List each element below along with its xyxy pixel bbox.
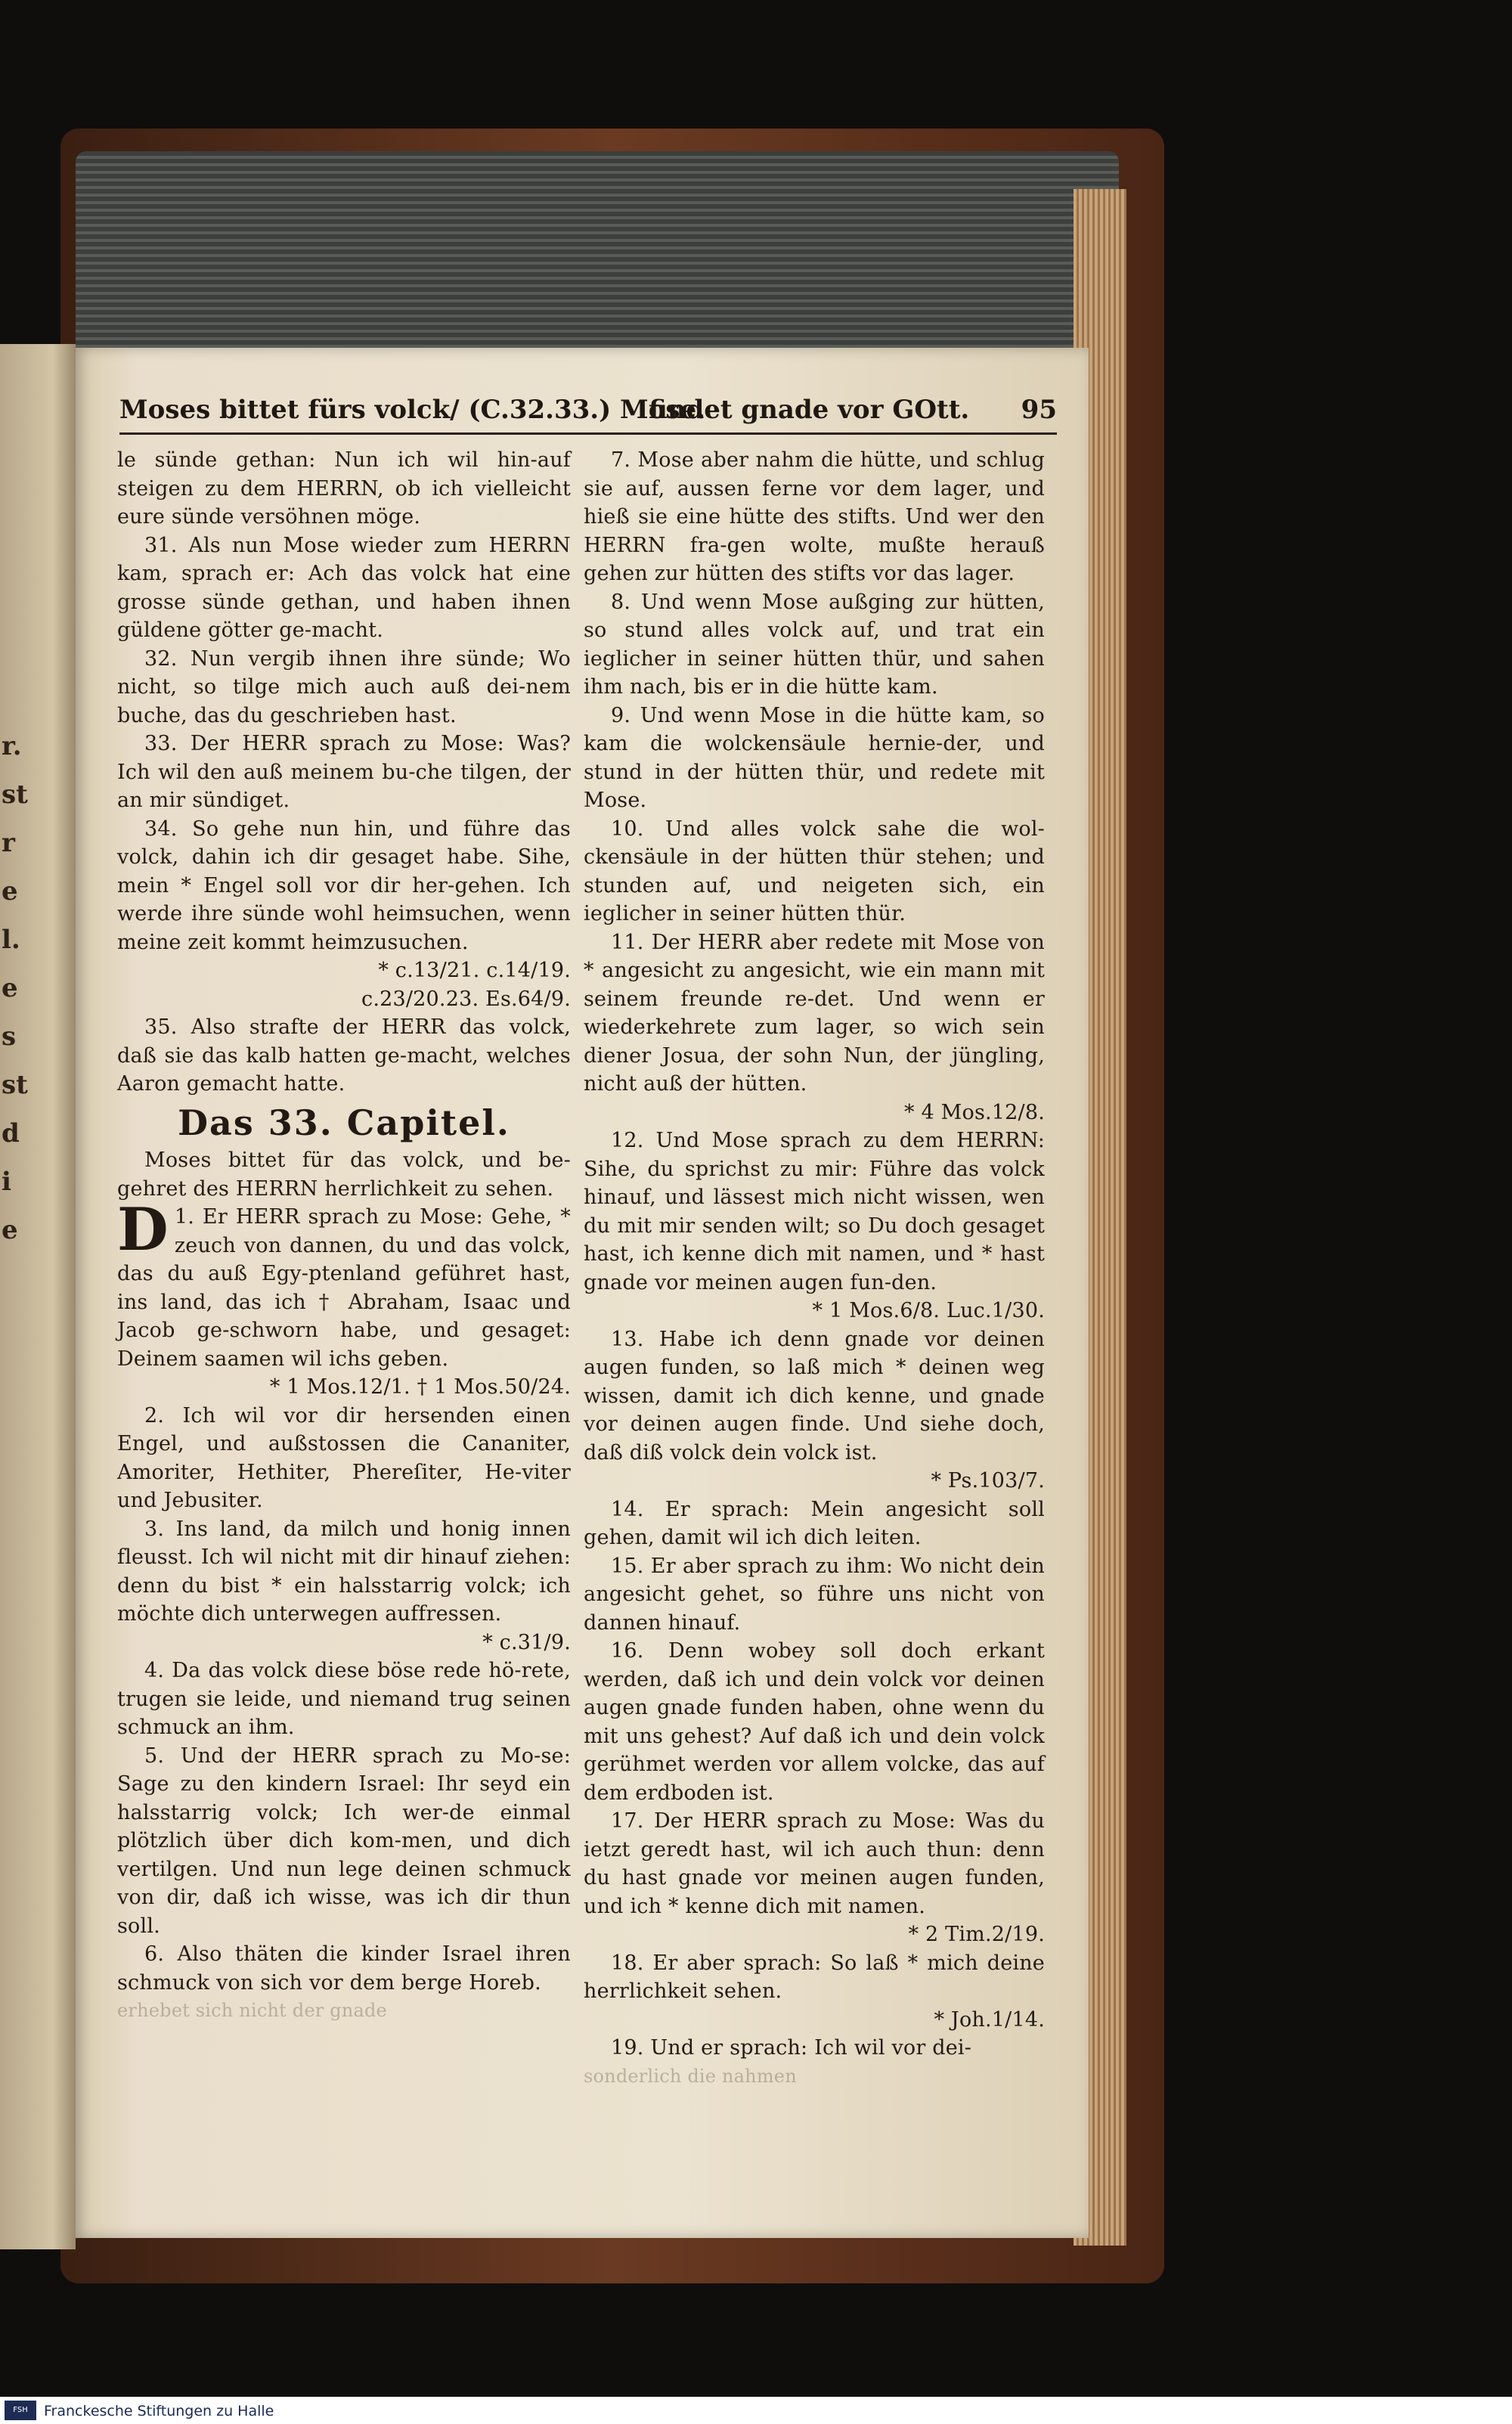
facing-page-fragment: st [2, 1070, 28, 1100]
verse-31: 31. Als nun Mose wieder zum HERRN kam, sprach er: Ach das volck hat eine grosse sünde gethan, und haben ihnen güldene götter ge-macht. [117, 533, 571, 642]
verse-6: 6. Also thäten die kinder Israel ihren schmuck von sich vor dem berge Horeb. [117, 1942, 571, 1995]
verse-19: 19. Und er sprach: Ich wil vor dei- [611, 2036, 972, 2060]
verse-11-reference: * 4 Mos.12/8. [904, 1100, 1045, 1124]
page-number: 95 [1021, 395, 1057, 425]
header-left: Moses bittet fürs volck/ (C.32.33.) Mose. [119, 395, 705, 425]
verse-1-text: 1. Er HERR sprach zu Mose: Gehe, * zeuch von dannen, du und das volck, das du auß Egy-ptenland geführet hast, ins land, das ich † Abraham, Isaac und Jacob ge-schworn habe, und gesaget: Deinem saamen wil ichs geben. [117, 1205, 571, 1371]
verse-1-reference: * 1 Mos.12/1. † 1 Mos.50/24. [269, 1375, 571, 1399]
verse-18-reference: * Joh.1/14. [934, 2007, 1045, 2032]
verse-30-cont: le sünde gethan: Nun ich wil hin-auf steigen zu dem HERRN, ob ich vielleicht eure sünde versöhnen möge. [117, 448, 571, 529]
facing-page-fragment: e [2, 973, 18, 1003]
institution-logo: FSH [5, 2401, 36, 2420]
footer-credit: Franckesche Stiftungen zu Halle [44, 2403, 274, 2419]
verse-18: 18. Er aber sprach: So laß * mich deine herrlichkeit sehen. [584, 1951, 1045, 2003]
verse-4: 4. Da das volck diese böse rede hö-rete, trugen sie leide, und niemand trug seinen schmuck an ihm. [117, 1659, 571, 1739]
facing-page-fragment: s [2, 1021, 17, 1052]
verse-10: 10. Und alles volck sahe die wol-ckensäule in der hütten thür stehen; und stunden auf, und neigeten sich, ein ieglicher in seiner hütten thür. [584, 817, 1045, 925]
verse-3-reference: * c.31/9. [482, 1630, 571, 1654]
verse-17: 17. Der HERR sprach zu Mose: Was du ietzt geredt hast, wil ich auch thun: denn du hast gnade vor meinen augen funden, und ich * kenne dich mit namen. [584, 1809, 1045, 1918]
facing-page-fragment: e [2, 1215, 18, 1245]
verse-7: 7. Mose aber nahm die hütte, und schlug sie auf, aussen ferne vor dem lager, und hieß sie eine hütte des stifts. Und wer den HERRN fra-gen wolte, mußte herauß gehen zur hütten des stifts vor das lager. [584, 448, 1045, 585]
verse-17-reference: * 2 Tim.2/19. [908, 1923, 1045, 1946]
bleed-through-text-left: erhebet sich nicht der gnade [117, 2000, 387, 2021]
verse-34-reference-2: c.23/20.23. Es.64/9. [361, 987, 571, 1011]
chapter-title: Das 33. Capitel. [178, 1102, 510, 1143]
verse-11: 11. Der HERR aber redete mit Mose von * angesicht zu angesicht, wie ein mann mit seinem freunde re-det. Und wenn er wiederkehrete zum lager, so wich sein diener Josua, der sohn Nun, der jüngling, nicht auß der hütten. [584, 930, 1045, 1096]
verse-12: 12. Und Mose sprach zu dem HERRN: Sihe, du sprichst zu mir: Führe das volck hinauf, und lässest mich nicht wissen, wen du mit mir senden wilt; so Du doch gesaget hast, ich kenne dich mit namen, und * hast gnade vor meinen augen fun-den. [584, 1129, 1045, 1294]
verse-33: 33. Der HERR sprach zu Mose: Was? Ich wil den auß meinem bu-che tilgen, der an mir sündiget. [117, 732, 571, 812]
verse-2: 2. Ich wil vor dir hersenden einen Engel, und außstossen die Cananiter, Amoriter, Hethiter, Phereſiter, He-viter und Jebusiter. [117, 1403, 571, 1512]
header-right: findet gnade vor GOtt. [649, 395, 970, 425]
verse-9: 9. Und wenn Mose in die hütte kam, so kam die wolckensäule hernie-der, und stund in der hütten thür, und redete mit Mose. [584, 703, 1045, 812]
facing-page-fragment: d [2, 1118, 20, 1148]
facing-page-fragment: i [2, 1167, 11, 1197]
chapter-summary: Moses bittet für das volck, und be-gehret des HERRN herrlichkeit zu sehen. [117, 1148, 571, 1201]
right-column [584, 446, 1045, 2091]
facing-page-fragment: r [2, 828, 15, 858]
verse-12-reference: * 1 Mos.6/8. Luc.1/30. [812, 1299, 1045, 1322]
verse-16: 16. Denn wobey soll doch erkant werden, daß ich und dein volck vor deinen augen gnade funden haben, ohne wenn du mit uns gehest? Auf daß ich und dein volck gerühmet werden vor allem volcke, das auf dem erdboden ist. [584, 1639, 1045, 1805]
verse-1 [117, 1195, 571, 1373]
verse-35: 35. Also strafte der HERR das volck, daß sie das kalb hatten ge-macht, welches Aaron gemacht hatte. [117, 1015, 571, 1096]
facing-page-edge [0, 344, 76, 2249]
drop-cap: D [117, 1195, 169, 1264]
verse-13: 13. Habe ich denn gnade vor deinen augen funden, so laß mich * deinen weg wissen, damit ich dich kenne, und gnade vor deinen augen finde. Und siehe doch, daß diß volck dein volck ist. [584, 1327, 1045, 1465]
verse-14: 14. Er sprach: Mein angesicht soll gehen, damit wil ich dich leiten. [584, 1497, 1045, 1549]
running-header [119, 395, 1057, 435]
facing-page-fragment: st [2, 780, 28, 810]
verse-34-reference-1: * c.13/21. c.14/19. [378, 959, 571, 982]
verse-13-reference: * Ps.103/7. [931, 1469, 1045, 1493]
verse-34: 34. So gehe nun hin, und führe das volck, dahin ich dir gesaget habe. Sihe, mein * Engel soll vor dir her-gehen. Ich werde ihre sünde wohl heimsuchen, wenn meine zeit kommt heimzusuchen. [117, 817, 571, 954]
facing-page-fragment: l. [2, 925, 20, 955]
left-column [117, 446, 571, 2026]
facing-page-fragments [2, 722, 28, 1254]
book-page [76, 348, 1089, 2238]
verse-32: 32. Nun vergib ihnen ihre sünde; Wo nicht, so tilge mich auch auß dei-nem buche, das du geschrieben hast. [117, 646, 571, 727]
verse-5: 5. Und der HERR sprach zu Mo-se: Sage zu den kindern Israel: Ihr seyd ein halsstarrig volck; Ich wer-de einmal plötzlich über dich kom-men, und dich vertilgen. Und nun lege deinen schmuck von dir, daß ich wisse, was ich dir thun soll. [117, 1744, 571, 1938]
verse-3: 3. Ins land, da milch und honig innen fleusst. Ich wil nicht mit dir hinauf ziehen: denn du bist * ein halsstarrig volck; ich möchte dich unterwegen auffressen. [117, 1517, 571, 1626]
facing-page-fragment: e [2, 876, 18, 907]
bleed-through-text-right: sonderlich die nahmen [584, 2065, 797, 2087]
verse-15: 15. Er aber sprach zu ihm: Wo nicht dein angesicht gehet, so führe uns nicht von dannen hinauf. [584, 1554, 1045, 1635]
page-block-top-edge [76, 151, 1119, 348]
verse-8: 8. Und wenn Mose außging zur hütten, so stund alles volck auf, und trat ein ieglicher in seiner hütten thür, und sahen ihm nach, bis er in die hütte kam. [584, 590, 1045, 699]
facing-page-fragment: r. [2, 731, 22, 761]
